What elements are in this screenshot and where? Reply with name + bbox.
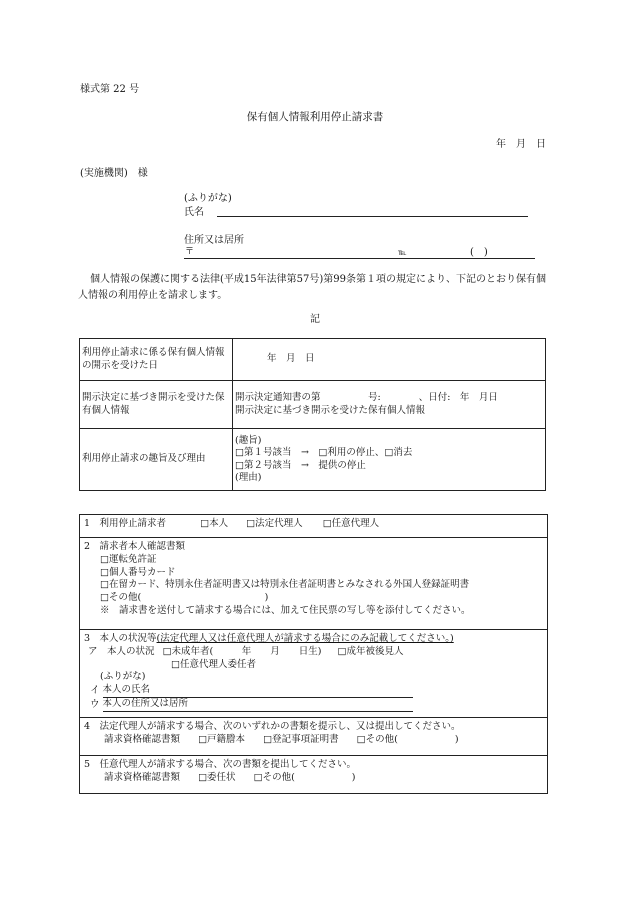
notice-number-line: 開示決定通知書の第 号: 、日付: 年 月日 [235, 392, 498, 404]
residence-card-checkbox[interactable]: □在留カード、特別永住者証明書又は特別永住者証明書とみなされる外国人登録証明書 [100, 579, 470, 591]
principal-name-field[interactable] [103, 684, 413, 698]
reason-label: (理由) [235, 471, 262, 483]
agency-addressee: (実施機関) 様 [80, 168, 148, 179]
table-row [80, 429, 546, 491]
section3-title: 3 本人の状況等 [84, 633, 157, 644]
principal-name-label: 本人の氏名 [102, 684, 151, 696]
table-row [80, 339, 546, 381]
family-register-checkbox[interactable]: □戸籍謄本 [198, 733, 246, 745]
disclosure-date-field[interactable] [233, 339, 546, 381]
section5-title: 5 任意代理人が請求する場合、次の書類を提出してください。 [84, 759, 357, 770]
minor-checkbox[interactable]: □未成年者( 年 月 日生) [162, 645, 322, 657]
name-field[interactable] [217, 216, 528, 217]
section-legal-agent-docs [80, 718, 547, 756]
registry-certificate-checkbox[interactable]: □登記事項証明書 [263, 733, 339, 745]
form-number: 様式第 22 号 [80, 84, 140, 95]
drivers-license-checkbox[interactable]: □運転免許証 [100, 553, 157, 565]
section5-docs-label: 請求資格確認書類 [104, 771, 181, 783]
purpose-reason-field[interactable] [233, 429, 546, 491]
request-details-table [79, 338, 546, 491]
legal-agent-checkbox[interactable]: □法定代理人 [246, 518, 303, 529]
name-label: 氏名 [184, 207, 204, 218]
principal-furigana-label: (ふりがな) [100, 671, 146, 683]
item2-checkbox[interactable]: □第２号該当 → 提供の停止 [235, 459, 366, 471]
other-document-checkbox[interactable]: □その他( ) [100, 592, 269, 604]
postal-mark-icon: 〒 [185, 247, 195, 257]
tel-label: ℡ [398, 248, 407, 257]
principal-name-marker: イ [90, 685, 100, 697]
request-date: 年 月 日 [496, 139, 546, 150]
purpose-label: (趣旨) [235, 434, 262, 446]
section2-title: 2 請求者本人確認書類 [84, 541, 186, 552]
self-checkbox[interactable]: □本人 [200, 518, 229, 529]
furigana-label: (ふりがな) [184, 193, 232, 204]
principal-address-label: 本人の住所又は居所 [102, 698, 189, 710]
principal-status-label: ア 本人の状況 [88, 645, 155, 657]
table-row [80, 381, 546, 429]
ki-heading: 記 [310, 314, 320, 325]
voluntary-agent-checkbox[interactable]: □任意代理人 [322, 518, 380, 529]
disclosure-date-label: 利用停止請求に係る保有個人情報の開示を受けた日 [80, 339, 233, 381]
principal-address-marker: ウ [90, 699, 100, 711]
section-principal-status [80, 630, 547, 718]
item1-checkbox[interactable]: □第１号該当 → □利用の停止、□消去 [235, 447, 413, 459]
my-number-card-checkbox[interactable]: □個人番号カード [100, 566, 176, 578]
intro-paragraph: 個人情報の保護に関する法律(平成15年法律第57号)第99条第１項の規定により、下記のとおり保有個人情報の利用停止を請求します。 [78, 274, 546, 301]
section-requester-type [80, 515, 547, 538]
disclosed-info-field[interactable] [233, 381, 546, 429]
section-id-documents [80, 538, 547, 630]
section-voluntary-agent-docs [80, 756, 547, 793]
disclosed-info-label: 開示決定に基づき開示を受けた保有個人情報 [80, 381, 233, 429]
section5-other-checkbox[interactable]: □その他( ) [253, 771, 356, 783]
section3-note: (法定代理人又は任意代理人が請求する場合にのみ記載してください。) [156, 633, 454, 644]
section4-docs-label: 請求資格確認書類 [104, 733, 181, 745]
delegator-checkbox[interactable]: □任意代理人委任者 [171, 658, 256, 670]
section4-other-checkbox[interactable]: □その他( ) [356, 733, 459, 745]
disclosed-info-line: 開示決定に基づき開示を受けた保有個人情報 [235, 404, 426, 416]
disclosure-date-value: 年 月 日 [267, 353, 315, 365]
requester-info-box [79, 514, 548, 794]
document-title: 保有個人情報利用停止請求書 [246, 111, 384, 123]
power-of-attorney-checkbox[interactable]: □委任状 [198, 771, 236, 783]
adult-ward-checkbox[interactable]: □成年被後見人 [337, 645, 404, 657]
mail-note: ※ 請求書を送付して請求する場合には、加えて住民票の写し等を添付してください。 [100, 605, 471, 617]
purpose-reason-label: 利用停止請求の趣旨及び理由 [80, 429, 233, 491]
principal-address-field[interactable] [103, 698, 413, 712]
tel-field[interactable]: ( ) [470, 247, 488, 258]
section1-title: 1 利用停止請求者 [84, 518, 167, 529]
address-field[interactable] [184, 258, 535, 259]
section4-title: 4 法定代理人が請求する場合、次のいずれかの書類を提示し、又は提出してください。 [84, 721, 461, 732]
address-label: 住所又は居所 [184, 235, 244, 246]
